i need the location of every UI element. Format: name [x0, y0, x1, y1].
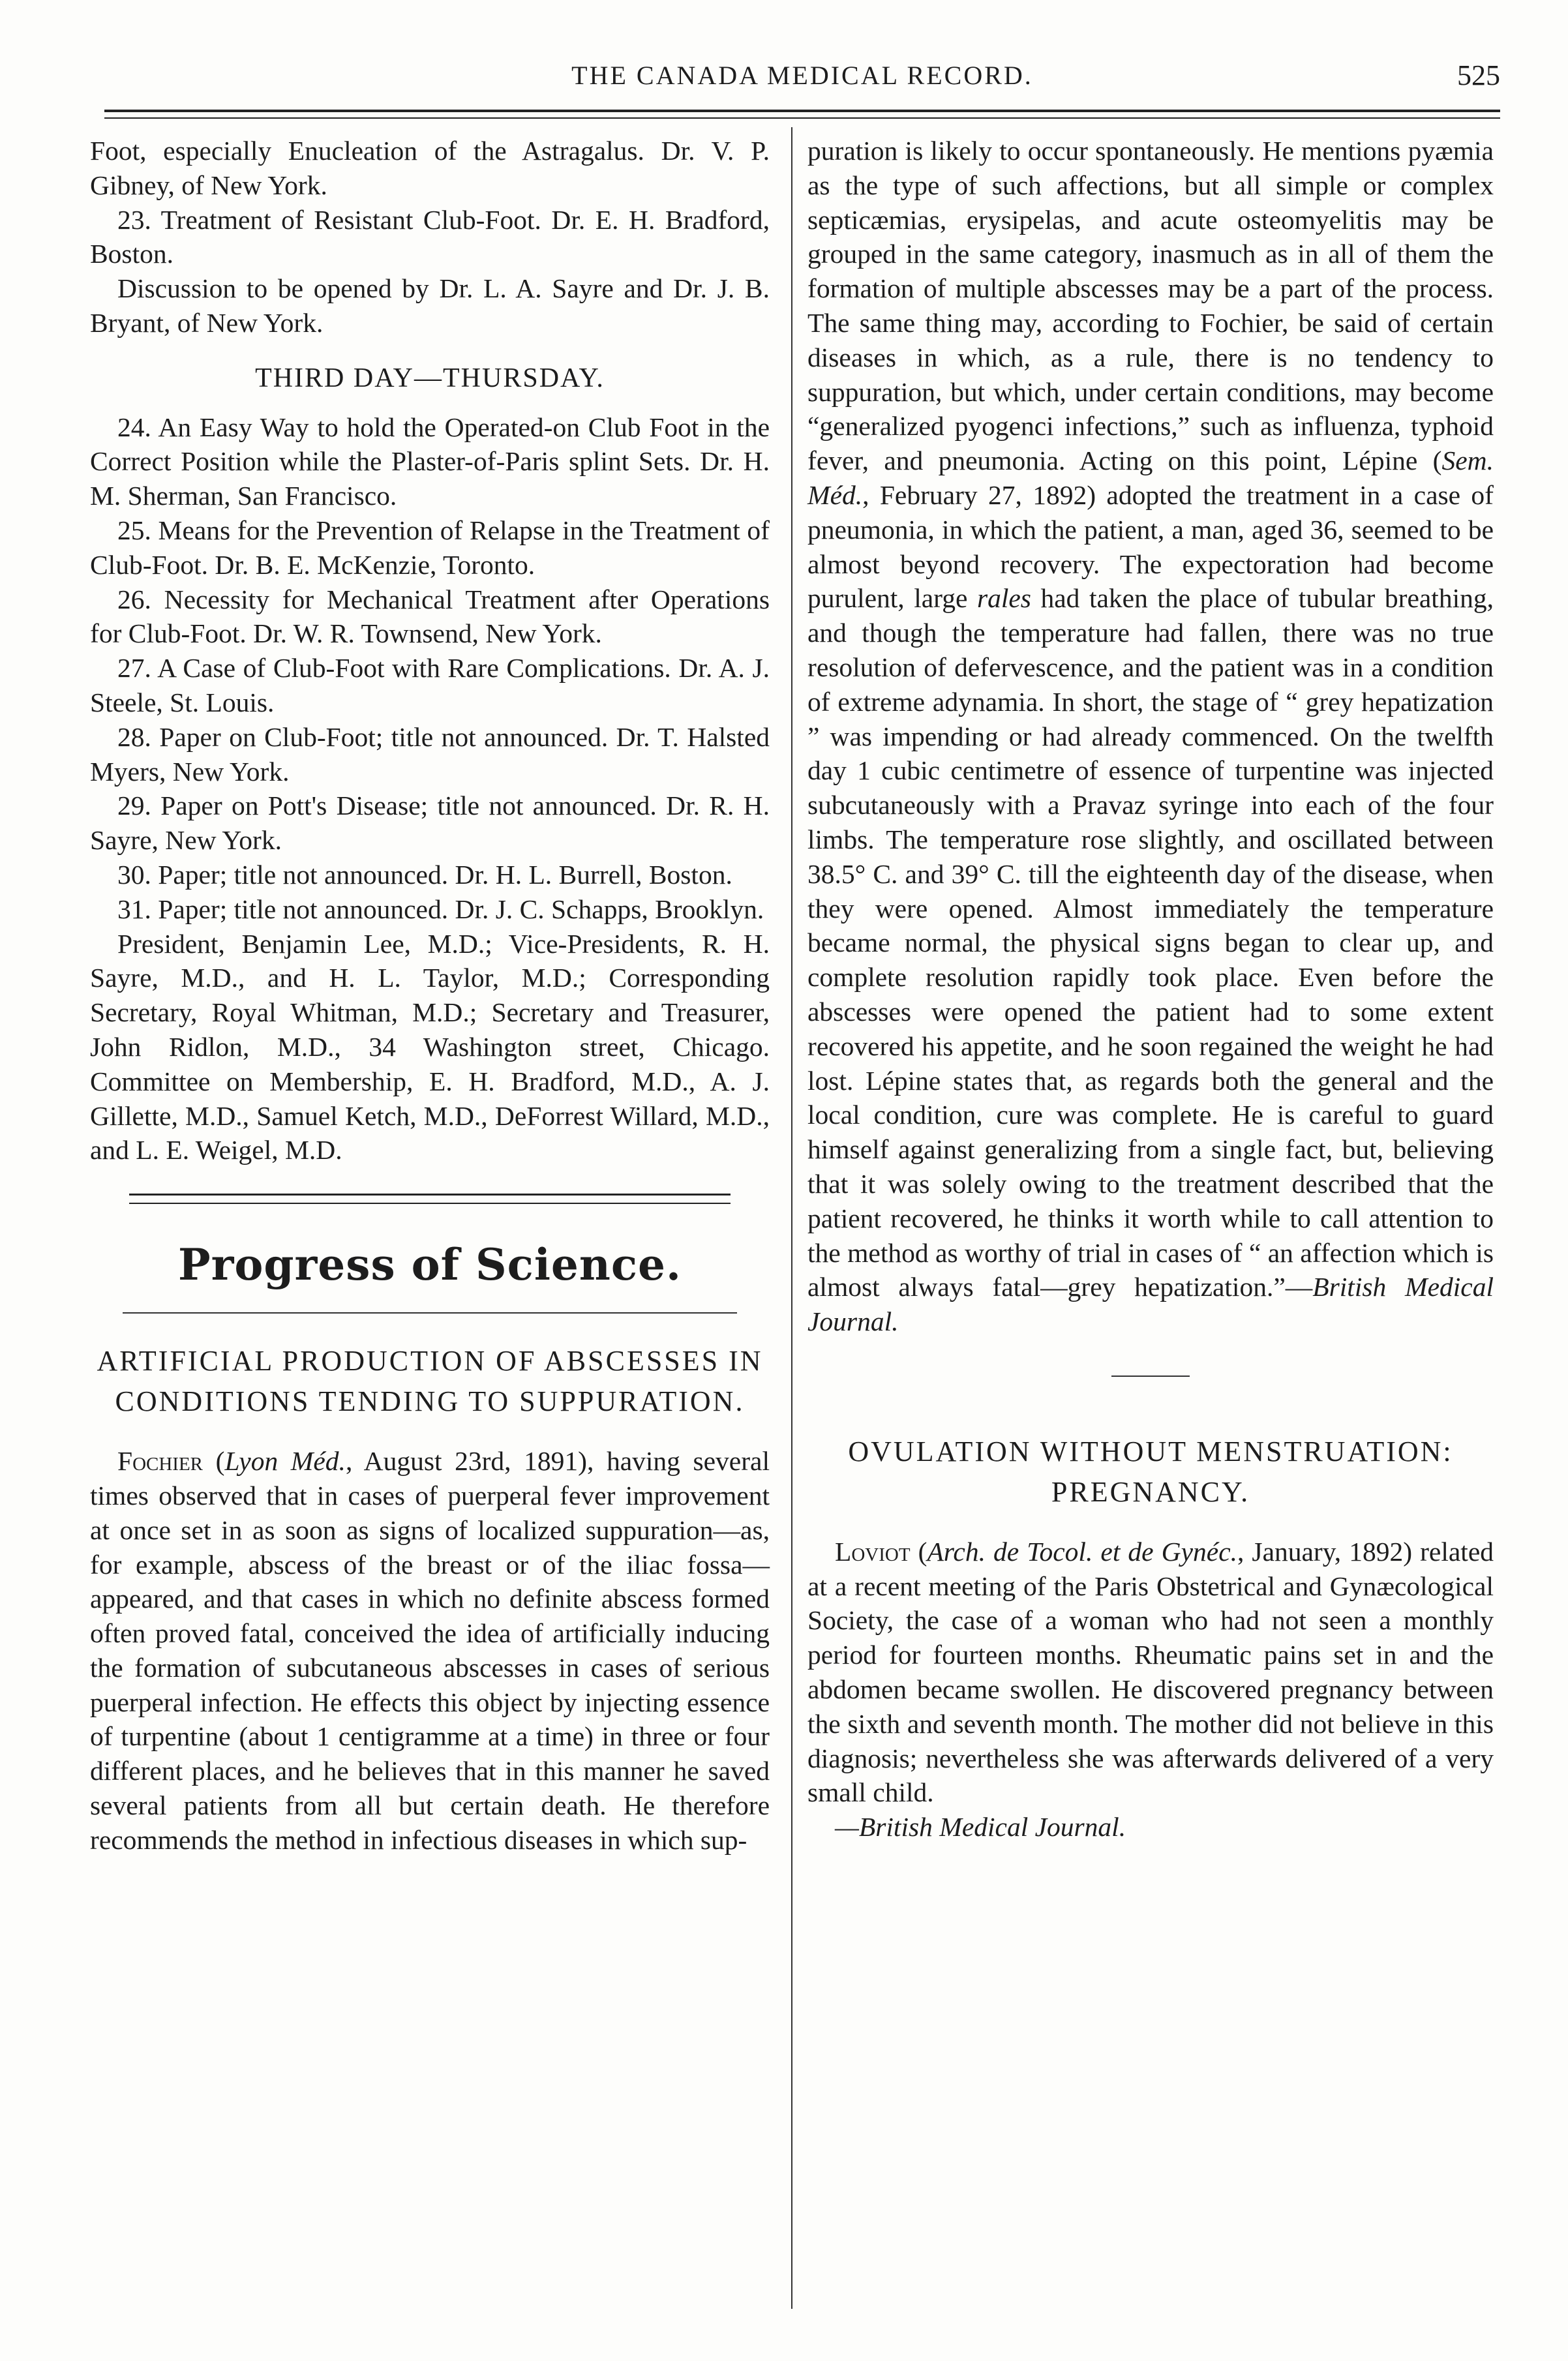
- section-title: Progress of Science.: [177, 1239, 682, 1291]
- article-body-ovulation: Loviot (Arch. de Tocol. et de Gynéc., January, 1892) related at a recent meeting of the Paris Obstetrical and Gynæcological Society, the case of a woman who had not seen a monthly period for fourteen months. Rheumatic pains set in and the abdomen became swollen. He discovered pregnancy between the sixth and seventh month. The mother did not believe in this diagnosis; nevertheless she was afterwards delivered of a very small child.: [807, 1536, 1494, 1808]
- right-column: [807, 134, 1494, 1844]
- program-item-31: 31. Paper; title not announced. Dr. J. C. Schapps, Brooklyn.: [117, 894, 764, 924]
- article-title-abscesses: ARTIFICIAL PRODUCTION OF ABSCESSES IN CONDITIONS TENDING TO SUPPURATION.: [97, 1345, 763, 1418]
- section-double-rule: [90, 1194, 770, 1211]
- program-item-24: 24. An Easy Way to hold the Operated-on Club Foot in the Correct Position while the Plaster-of-Paris splint Sets. Dr. H. M. Sherman, San Francisco.: [90, 412, 770, 511]
- article-text: ), having several times observed that in cases of puerperal fever improvement at once set in as soon as signs of localized suppuration—as, for example, abscess of the breast or of the iliac fossa—appeared, and that cases in which no definite abscess formed often proved fatal, conceived the idea of artificially inducing the formation of subcutaneous abscesses in cases of serious puerperal infection. He effects this object by injecting essence of turpentine (about 1 centigramme at a time) in three or four different places, and he believes that in this manner he saved several patients from all but certain death. He therefore recommends the method in infectious diseases in which sup-: [90, 1446, 770, 1855]
- program-item-continued: Foot, especially Enucleation of the Astragalus. Dr. V. P. Gibney, of New York.: [90, 136, 770, 200]
- article-text-part: had taken the place of tubular breathing, and though the temperature had fallen, there was no true resolution of defervescence, and the patient was in a condition of extreme adynamia. In short, the stage of “ grey hepatization ” was impending or had already commenced. On the twelfth day 1 cubic centimetre of essence of turpentine was injected subcutaneously with a Pravaz syringe into each of the four limbs. The temperature rose slightly, and oscillated between 38.5° C. and 39° C. till the eighteenth day of the disease, when they were opened. Almost immediately the temperature became normal, the physical signs began to clear up, and complete resolution rapidly took place. Even before the abscesses were opened the patient had to some extent recovered his appetite, and he soon regained the weight he had lost. Lépine states that, as regards both the general and the local condition, cure was complete. He is careful to guard himself against generalizing from a single fact, but, believing that it was solely owing to the treatment described that the patient recovered, he thinks it worth while to call attention to the method as worthy of trial in cases of “ an affection which is almost always fatal—grey hepatization.”—: [807, 583, 1494, 1302]
- article-journal: Lyon Méd.: [224, 1446, 346, 1477]
- third-day-heading: THIRD DAY—THURSDAY.: [255, 363, 605, 393]
- article-text: , January, 1892) related at a recent meeting of the Paris Obstetrical and Gynæcological Society, the case of a woman who had not seen a monthly period for fourteen months. Rheumatic pains set in and the abdomen became swollen. He discovered pregnancy between the sixth and seventh month. The mother did not believe in this diagnosis; nevertheless she was afterwards delivered of a very small child.: [807, 1536, 1494, 1808]
- discussion-note: Discussion to be opened by Dr. L. A. Sayre and Dr. J. B. Bryant, of New York.: [90, 273, 770, 338]
- program-item-23: 23. Treatment of Resistant Club-Foot. Dr. E. H. Bradford, Boston.: [90, 204, 770, 269]
- section-title-rule: [123, 1312, 737, 1314]
- article-text-part: puration is likely to occur spontaneously. He mentions pyæmia as the type of such affections, but all simple or complex septicæmias, erysipelas, and acute osteomyelitis may be grouped in the same category, inasmuch as in all of them the formation of multiple abscesses may be a part of the process. The same thing may, according to Fochier, be said of certain diseases in which, as a rule, there is no tendency to suppuration, but which, under certain conditions, may become “generalized pyogenci infections,” such as influenza, typhoid fever, and pneumonia. Acting on this point, Lépine (: [807, 136, 1494, 476]
- program-item-26: 26. Necessity for Mechanical Treatment after Operations for Club-Foot. Dr. W. R. Townsend, New York.: [90, 584, 770, 649]
- page-number: 525: [1457, 59, 1500, 91]
- column-divider: [791, 127, 792, 2309]
- article-author: Loviot: [835, 1536, 911, 1567]
- program-item-29: 29. Paper on Pott's Disease; title not announced. Dr. R. H. Sayre, New York.: [90, 790, 770, 856]
- program-item-30: 30. Paper; title not announced. Dr. H. L. Burrell, Boston.: [117, 859, 732, 890]
- article-text-part: , February 27, 1892) adopted the treatment in a case of pneumonia, in which the patient, a man, aged 36, seemed to be almost beyond recovery. The expectoration had become purulent, large: [807, 479, 1494, 614]
- article-source-ovulation: [807, 1810, 1494, 1844]
- article-author: Fochier: [117, 1446, 204, 1477]
- article-date: , August 23rd, 1891: [345, 1446, 579, 1477]
- article-title-ovulation: OVULATION WITHOUT MENSTRUATION: PREGNANCY.: [848, 1435, 1453, 1508]
- running-head: [104, 53, 1500, 99]
- article-source: British Medical Journal.: [807, 1272, 1494, 1337]
- article-journal: Arch. de Tocol. et de Gynéc.: [927, 1536, 1237, 1567]
- program-item-25: 25. Means for the Prevention of Relapse in the Treatment of Club-Foot. Dr. B. E. McKenzie, Toronto.: [90, 515, 770, 580]
- officers-paragraph: President, Benjamin Lee, M.D.; Vice-Presidents, R. H. Sayre, M.D., and H. L. Taylor, M.D.; Corresponding Secretary, Royal Whitman, M.D.; Secretary and Treasurer, John Ridlon, M.D., 34 Washington street, Chicago. Committee on Membership, E. H. Bradford, M.D., A. J. Gillette, M.D., Samuel Ketch, M.D., DeForrest Willard, M.D., and L. E. Weigel, M.D.: [90, 928, 770, 1165]
- article-separator: [1111, 1376, 1190, 1377]
- left-column: [90, 134, 770, 1857]
- program-item-27: 27. A Case of Club-Foot with Rare Complications. Dr. A. J. Steele, St. Louis.: [90, 653, 770, 717]
- program-item-28: 28. Paper on Club-Foot; title not announced. Dr. T. Halsted Myers, New York.: [90, 721, 770, 787]
- article-body-abscesses: Fochier (Lyon Méd., August 23rd, 1891), having several times observed that in cases of puerperal fever improvement at once set in as soon as signs of localized suppuration—as, for example, abscess of the breast or of the iliac fossa—appeared, and that cases in which no definite abscess formed often proved fatal, conceived the idea of artificially inducing the formation of subcutaneous abscesses in cases of serious puerperal infection. He effects this object by injecting essence of turpentine (about 1 centigramme at a time) in three or four different places, and he believes that in this manner he saved several patients from all but certain death. He therefore recommends the method in infectious diseases in which sup-: [90, 1446, 770, 1855]
- term-rales: rales: [976, 583, 1031, 614]
- article-source: —British Medical Journal.: [835, 1812, 1126, 1842]
- running-title: THE CANADA MEDICAL RECORD.: [571, 61, 1033, 90]
- header-rule-thin: [104, 117, 1500, 119]
- header-rule-thick: [104, 110, 1500, 112]
- cited-journal: Sem. Méd.: [807, 445, 1494, 510]
- article-body-continued: [807, 134, 1494, 1339]
